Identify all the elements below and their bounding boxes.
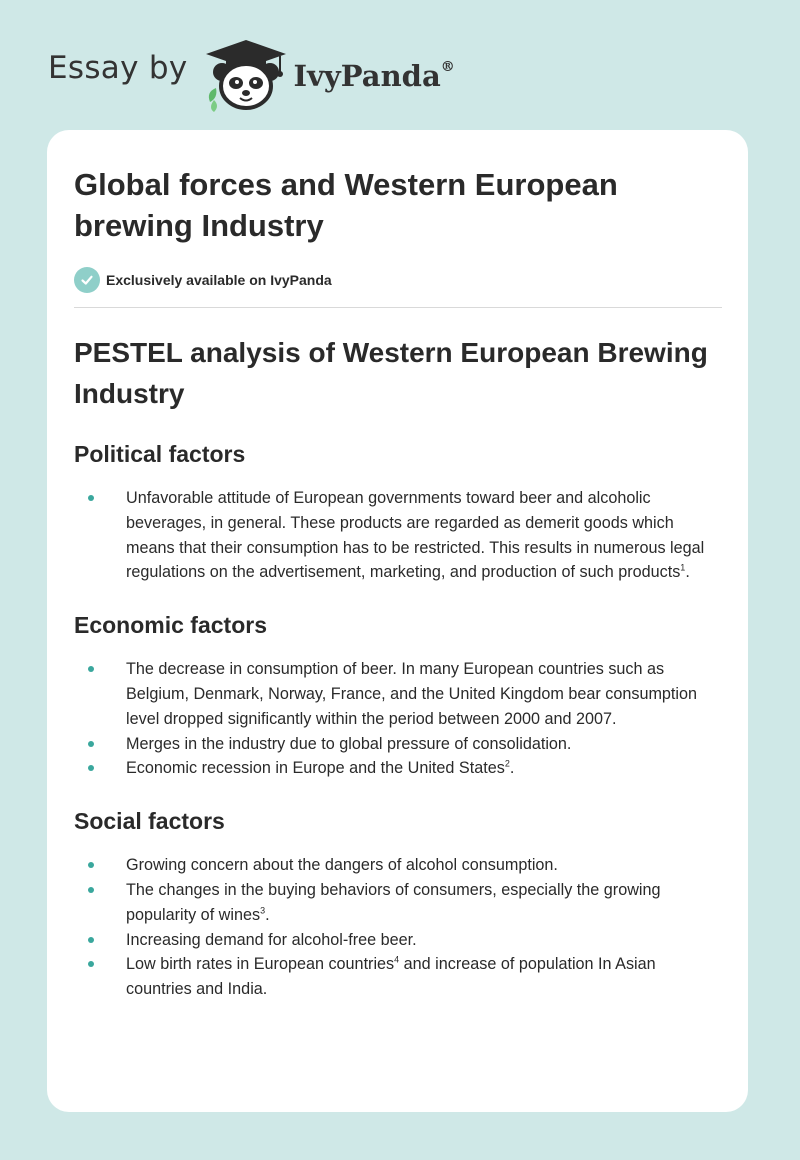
footnote-ref[interactable]: 1 <box>680 563 686 573</box>
list-item: Unfavorable attitude of European governments toward beer and alcoholic beverages, in general. These products are regarded as demerit goods which means that their consumption has to be restricted. This results in numerous legal regulations on the advertisement, marketing, and production of such products$^1$. <box>74 486 722 585</box>
list-item: Growing concern about the dangers of alcohol consumption. <box>74 853 722 878</box>
bullet-icon <box>88 741 94 747</box>
section-title: PESTEL analysis of Western European Brewing Industry <box>74 337 708 409</box>
bullet-icon <box>88 765 94 771</box>
site-header <box>48 36 455 112</box>
bullet-icon <box>88 495 94 501</box>
social-heading: Social factors <box>74 808 225 835</box>
economic-list <box>74 657 722 781</box>
social-list <box>74 853 722 1002</box>
check-icon <box>74 267 100 293</box>
bullet-icon <box>88 862 94 868</box>
panda-graduate-icon <box>202 36 290 112</box>
bullet-icon <box>88 961 94 967</box>
divider <box>74 307 722 308</box>
political-list <box>74 486 722 585</box>
political-heading: Political factors <box>74 441 246 467</box>
bullet-icon <box>88 887 94 893</box>
page-title: Global forces and Western European brewing Industry <box>74 167 618 243</box>
essay-card <box>47 130 748 1112</box>
exclusive-badge <box>74 266 722 294</box>
footnote-ref[interactable]: 4 <box>394 954 400 965</box>
list-item: The changes in the buying behaviors of consumers, especially the growing popularity of wines$^3$. <box>74 878 722 928</box>
essay-by-label: Essay by <box>48 50 188 86</box>
bullet-icon <box>88 937 94 943</box>
list-item: Increasing demand for alcohol-free beer. <box>74 928 722 953</box>
list-item: Economic recession in Europe and the United States$^2$. <box>74 756 722 781</box>
bullet-icon <box>88 666 94 672</box>
list-item: The decrease in consumption of beer. In many European countries such as Belgium, Denmark, Norway, France, and the United Kingdom bear consumption level dropped significantly within the period between 2000 and 2007. <box>74 657 722 731</box>
list-item: Merges in the industry due to global pressure of consolidation. <box>74 732 722 757</box>
economic-heading: Economic factors <box>74 612 267 639</box>
exclusive-badge-label: Exclusively available on IvyPanda <box>106 272 332 288</box>
brand-name[interactable]: IvyPanda® <box>293 59 455 93</box>
footnote-ref[interactable]: 2 <box>504 758 510 769</box>
footnote-ref[interactable]: 3 <box>260 905 266 916</box>
list-item: Low birth rates in European countries$^4$ and increase of population In Asian countries and India. <box>74 952 722 1002</box>
